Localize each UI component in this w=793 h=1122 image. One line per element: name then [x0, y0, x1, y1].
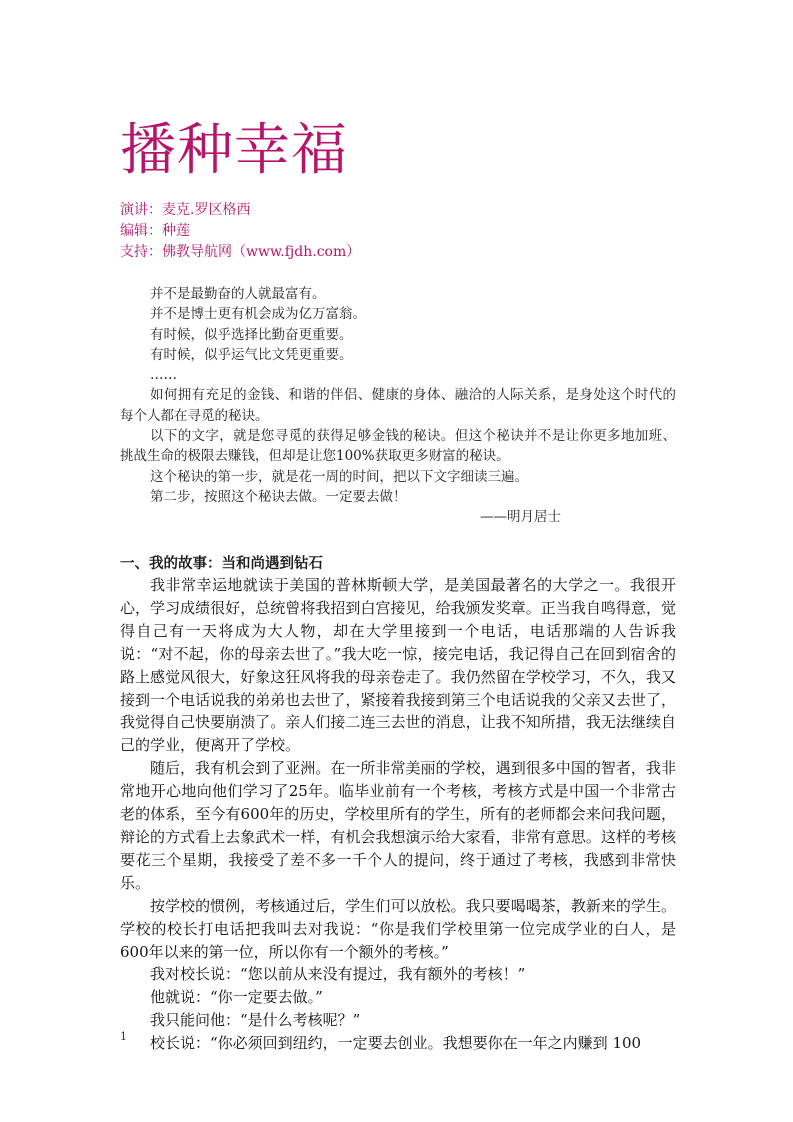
section-body: [120, 574, 676, 1055]
body-paragraph: 我只能问他：“是什么考核呢？”: [150, 1011, 361, 1030]
page-title: 播种幸福: [120, 118, 348, 183]
speaker-line: 演讲：麦克.罗区格西: [120, 202, 251, 218]
meta-block: [120, 200, 360, 263]
section-heading: 一、我的故事：当和尚遇到钻石: [120, 556, 323, 572]
preface-paragraph: 第二步，按照这个秘诀去做。一定要去做！: [150, 488, 407, 505]
preface-paragraph: 以下的文字，就是您寻觅的获得足够金钱的秘诀。但这个秘诀并不是让你更多地加班、挑战生命的极限去赚钱，但却是让您100%获取更多财富的秘诀。: [120, 428, 676, 465]
page-number: 1: [120, 1030, 127, 1043]
body-paragraph: 我非常幸运地就读于美国的普林斯顿大学，是美国最著名的大学之一。我很开心，学习成绩很好，总统曾将我招到白宫接见，给我颁发奖章。正当我自鸣得意，觉得自己有一天将成为大人物，却在大学里接到一个电话，电话那端的人告诉我说：“对不起，你的母亲去世了。”我大吃一惊，接完电话，我记得自己在回到宿舍的路上感觉风很大，好象这狂风将我的母亲卷走了。我仍然留在学校学习，不久，我又接到一个电话说我的弟弟也去世了，紧接着我接到第三个电话说我的父亲又去世了，我觉得自己快要崩溃了。亲人们接二连三去世的消息，让我不知所措，我无法继续自己的学业，便离开了学校。: [120, 576, 676, 755]
preface-ellipsis: ……: [150, 367, 177, 384]
preface-paragraph: 如何拥有充足的金钱、和谐的伴侣、健康的身体、融洽的人际关系，是身处这个时代的每个人都在寻觅的秘诀。: [120, 387, 676, 424]
body-paragraph: 随后，我有机会到了亚洲。在一所非常美丽的学校，遇到很多中国的智者，我非常地开心地向他们学习了25年。临毕业前有一个考核，考核方式是中国一个非常古老的体系，至今有600年的历史，学校里所有的学生，所有的老师都会来问我问题，辩论的方式看上去象武术一样，有机会我想演示给大家看，非常有意思。这样的考核要花三个星期，我接受了差不多一千个人的提问，终于通过了考核，我感到非常快乐。: [120, 759, 676, 892]
preface-line: 并不是最勤奋的人就最富有。: [150, 286, 326, 302]
support-line: 支持：佛教导航网（www.fjdh.com）: [120, 244, 361, 260]
body-paragraph: 校长说：“你必须回到纽约，一定要去创业。我想要你在一年之内赚到 100: [150, 1034, 642, 1053]
preface-paragraph: 这个秘诀的第一步，就是花一周的时间，把以下文字细读三遍。: [150, 468, 528, 485]
preface-line: 有时候，似乎选择比勤奋更重要。: [150, 326, 353, 343]
body-paragraph: 我对校长说：“您以前从来没有提过，我有额外的考核！”: [150, 965, 526, 984]
preface-line: 并不是博士更有机会成为亿万富翁。: [150, 306, 366, 323]
preface: [120, 284, 676, 528]
preface-line: 有时候，似乎运气比文凭更重要。: [150, 346, 353, 363]
editor-line: 编辑：种莲: [120, 223, 190, 239]
body-paragraph: 他就说：“你一定要去做。”: [150, 988, 323, 1007]
preface-signature: ——明月居士: [480, 509, 561, 526]
body-paragraph: 按学校的惯例，考核通过后，学生们可以放松。我只要喝喝茶，教新来的学生。学校的校长打电话把我叫去对我说：“你是我们学校里第一位完成学业的白人，是600年以来的第一位，所以你有一个额外的考核。”: [120, 896, 676, 961]
